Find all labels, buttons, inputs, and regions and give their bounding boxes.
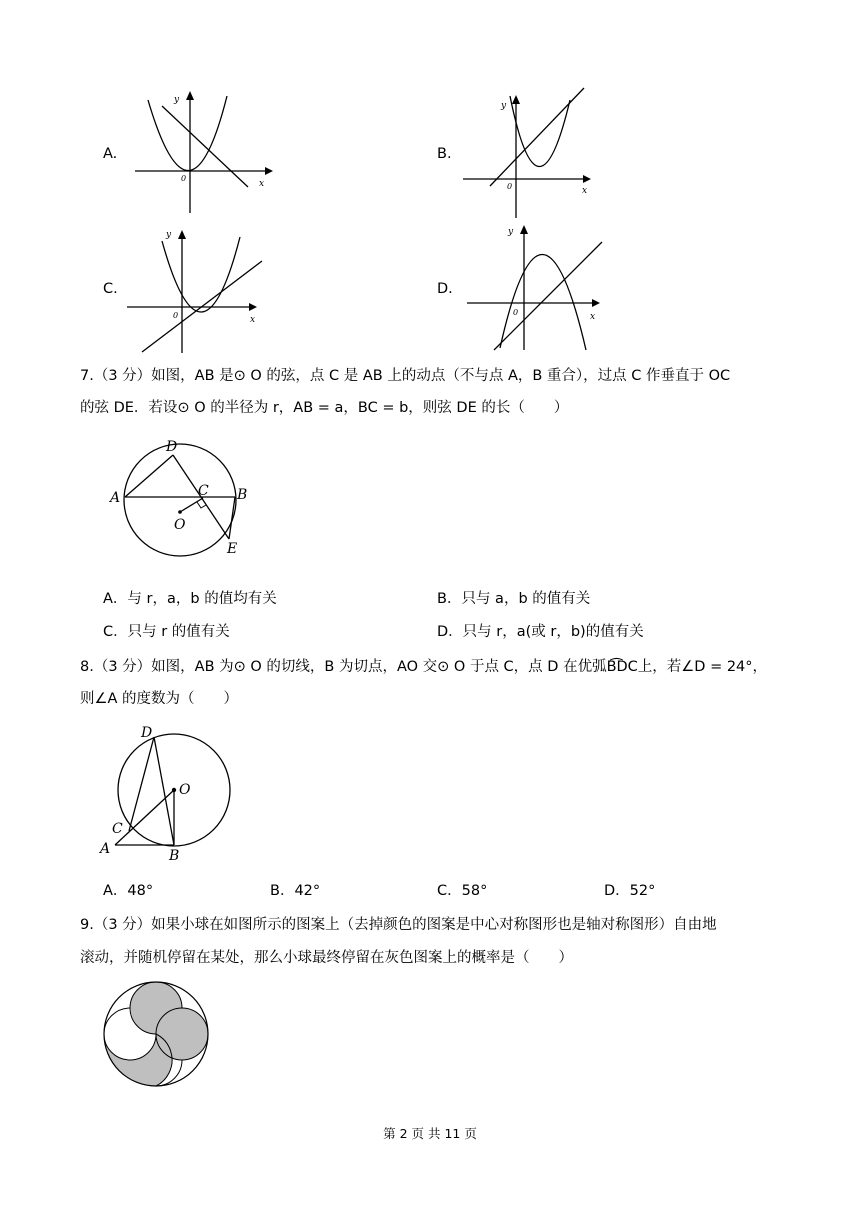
q6-graph-a (130, 88, 280, 218)
q8-option-a: A．48° (103, 883, 154, 899)
q9-pinwheel-figure (100, 978, 212, 1090)
q6d-origin-label: 0 (513, 308, 519, 317)
q8-circle-figure (97, 722, 237, 862)
q8-stem-line2: 则∠A 的度数为（ ） (80, 691, 239, 707)
q7-label-o: O (174, 517, 186, 533)
q6b-origin-label: 0 (507, 182, 513, 191)
q6c-origin-label: 0 (173, 311, 179, 320)
q6a-y-label: y (174, 95, 180, 105)
q7-option-b: B．只与 a，b 的值有关 (437, 591, 591, 607)
q7-label-a: A (110, 490, 121, 506)
q7-option-c: C．只与 r 的值有关 (103, 624, 230, 640)
q8-option-c: C．58° (437, 883, 488, 899)
q6a-x-label: x (259, 179, 265, 189)
q6a-origin-label: 0 (181, 174, 187, 183)
q7-stem-line2: 的弦 DE．若设⊙ O 的半径为 r，AB = a，BC = b，则弦 DE 的长（ ） (80, 400, 569, 416)
q7-option-d: D．只与 r，a(或 r，b)的值有关 (437, 624, 644, 640)
q8-label-c: C (112, 821, 123, 837)
page-footer: 第 2 页 共 11 页 (383, 1126, 477, 1141)
q8-label-a: A (100, 841, 111, 857)
q7-stem-line1: 7.（3 分）如图，AB 是⊙ O 的弦，点 C 是 AB 上的动点（不与点 A，B 重合），过点 C 作垂直于 OC (80, 368, 731, 384)
q9-stem-line1: 9.（3 分）如果小球在如图所示的图案上（去掉颜色的图案是中心对称图形也是轴对称图形）自由地 (80, 917, 717, 933)
q7-label-e: E (227, 541, 238, 557)
q7-label-c: C (198, 483, 209, 499)
q6-option-c-label: C. (103, 281, 118, 297)
q6-option-b-label: B. (437, 146, 452, 162)
q6-graph-d (462, 220, 612, 355)
q8-option-b: B．42° (270, 883, 321, 899)
q6c-y-label: y (166, 230, 172, 240)
q7-option-a: A．与 r，a，b 的值均有关 (103, 591, 277, 607)
q6d-x-label: x (590, 312, 596, 322)
q6-graph-b (458, 90, 598, 220)
q8-label-b: B (169, 848, 180, 864)
q8-label-o: O (179, 782, 191, 798)
q9-stem-line2: 滚动，并随机停留在某处，那么小球最终停留在灰色图案上的概率是（ ） (80, 950, 573, 966)
q7-label-d: D (166, 439, 178, 455)
q8-stem-line1: 8.（3 分）如图，AB 为⊙ O 的切线，B 为切点，AO 交⊙ O 于点 C，点 D 在优弧B͡DC上，若∠D = 24°， (80, 659, 768, 675)
q7-circle-figure (107, 435, 267, 570)
q6d-y-label: y (508, 227, 514, 237)
q6-option-a-label: A. (103, 146, 118, 162)
q6-graph-c (122, 225, 272, 355)
q8-option-d: D．52° (604, 883, 656, 899)
q6b-x-label: x (582, 186, 588, 196)
q6-option-d-label: D. (437, 281, 453, 297)
q8-label-d: D (141, 725, 153, 741)
q6b-y-label: y (501, 101, 507, 111)
q6c-x-label: x (250, 315, 256, 325)
q7-label-b: B (237, 487, 248, 503)
